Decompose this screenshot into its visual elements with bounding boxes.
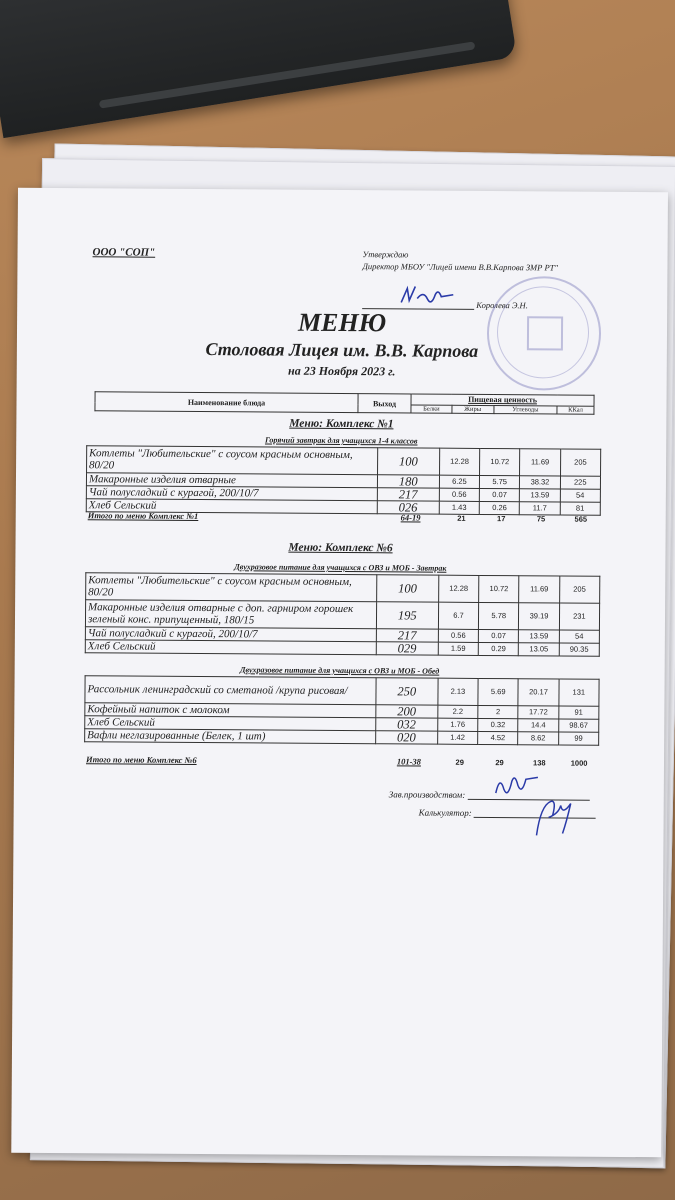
protein: 0.56 bbox=[438, 629, 478, 642]
fat: 5.75 bbox=[480, 475, 520, 488]
dish-name: Хлеб Сельский bbox=[86, 499, 377, 514]
total-label: Итого по меню Комплекс №1 bbox=[87, 510, 199, 521]
table-row bbox=[86, 573, 600, 604]
total-fat: 29 bbox=[495, 757, 504, 767]
kcal: 81 bbox=[560, 502, 600, 515]
kcal: 205 bbox=[560, 449, 601, 476]
carbs: 13.05 bbox=[519, 643, 559, 656]
protein: 1.42 bbox=[437, 731, 477, 744]
table-row bbox=[85, 600, 599, 631]
page-title: МЕНЮ bbox=[297, 307, 387, 338]
carbs: 13.59 bbox=[520, 489, 560, 502]
menu-date: на 23 Ноября 2023 г. bbox=[288, 363, 396, 379]
fat: 10.72 bbox=[479, 575, 519, 602]
total-kcal: 1000 bbox=[570, 758, 588, 768]
dish-name: Чай полусладкий с курагой, 200/10/7 bbox=[86, 486, 377, 501]
dish-output: 100 bbox=[377, 448, 439, 475]
protein: 1.59 bbox=[438, 642, 478, 655]
table-row bbox=[85, 640, 599, 657]
kcal: 225 bbox=[560, 476, 600, 489]
complex1-title: Меню: Комплекс №1 bbox=[289, 417, 394, 431]
approval-block bbox=[362, 248, 592, 274]
dish-output: 029 bbox=[376, 642, 438, 655]
dish-output: 200 bbox=[376, 705, 438, 718]
table-row bbox=[85, 729, 599, 746]
fat: 5.69 bbox=[478, 678, 518, 705]
dish-name: Вафли неглазированные (Белек, 1 шт) bbox=[85, 729, 376, 744]
header-col: Углеводы bbox=[494, 405, 558, 414]
carbs: 11.69 bbox=[519, 576, 559, 603]
dish-name: Хлеб Сельский bbox=[85, 640, 376, 655]
kcal: 205 bbox=[559, 576, 600, 603]
dish-name: Чай полусладкий с курагой, 200/10/7 bbox=[85, 627, 376, 642]
protein: 1.43 bbox=[439, 501, 479, 514]
header-dish: Наименование блюда bbox=[95, 392, 358, 413]
carbs: 38.32 bbox=[520, 476, 560, 489]
dish-output: 217 bbox=[377, 488, 439, 501]
org-name: ООО "СОП" bbox=[92, 246, 156, 259]
kcal: 90.35 bbox=[559, 643, 599, 656]
carbs: 13.59 bbox=[519, 630, 559, 643]
calculator-signature bbox=[528, 789, 578, 839]
dish-output: 020 bbox=[375, 731, 437, 744]
header-col: ККал bbox=[557, 406, 594, 415]
kcal: 231 bbox=[559, 603, 600, 630]
fat: 5.78 bbox=[479, 602, 519, 629]
laptop bbox=[0, 0, 517, 138]
kcal: 99 bbox=[558, 732, 598, 745]
fat: 0.29 bbox=[478, 642, 518, 655]
carbs: 11.69 bbox=[520, 449, 560, 476]
dish-output: 195 bbox=[376, 602, 438, 629]
complex6-title: Меню: Комплекс №6 bbox=[288, 541, 393, 555]
fat: 2 bbox=[478, 705, 518, 718]
director-signature bbox=[397, 282, 457, 308]
header-col: Жиры bbox=[452, 405, 494, 414]
dish-output: 032 bbox=[375, 718, 437, 731]
protein: 12.28 bbox=[438, 575, 478, 602]
total-carbs: 138 bbox=[533, 757, 546, 767]
dish-name: Хлеб Сельский bbox=[85, 716, 376, 731]
total-protein: 29 bbox=[455, 757, 464, 767]
total-output: 101-38 bbox=[396, 756, 421, 767]
fat: 10.72 bbox=[480, 448, 520, 475]
production-label: Зав.производством: bbox=[388, 789, 466, 800]
carbs: 17.72 bbox=[518, 706, 558, 719]
kcal: 98.67 bbox=[558, 719, 598, 732]
approve-label: Утверждаю bbox=[362, 249, 409, 260]
dish-name: Котлеты "Любительские" с соусом красным основным, 80/20 bbox=[86, 573, 377, 602]
dish-name: Макаронные изделия отварные с доп. гарниром горошек зеленый конс. припущенный, 180/15 bbox=[85, 600, 376, 629]
complex6-total bbox=[84, 754, 599, 768]
dish-name: Кофейный напиток с молоком bbox=[85, 703, 376, 718]
dish-output: 217 bbox=[376, 629, 438, 642]
total-label: Итого по меню Комплекс №6 bbox=[85, 754, 197, 765]
fat: 0.07 bbox=[478, 629, 518, 642]
dish-name: Котлеты "Любительские" с соусом красным основным, 80/20 bbox=[87, 446, 378, 475]
complex1-meal-title: Горячий завтрак для учащихся 1-4 классов bbox=[264, 435, 418, 446]
protein: 12.28 bbox=[439, 448, 479, 475]
complex6-breakfast-table bbox=[85, 572, 601, 657]
protein: 2.13 bbox=[438, 678, 478, 705]
protein: 6.25 bbox=[439, 475, 479, 488]
header-output: Выход bbox=[358, 394, 411, 413]
total-carbs: 75 bbox=[536, 513, 546, 523]
fat: 0.26 bbox=[479, 501, 519, 514]
carbs: 11.7 bbox=[520, 502, 560, 515]
dish-output: 100 bbox=[376, 575, 438, 602]
menu-sheet bbox=[11, 188, 668, 1158]
total-protein: 21 bbox=[457, 513, 466, 523]
dish-output: 180 bbox=[377, 475, 439, 488]
protein: 2.2 bbox=[438, 705, 478, 718]
table-row bbox=[87, 446, 601, 477]
dish-name: Макаронные изделия отварные bbox=[86, 473, 377, 488]
dish-output: 250 bbox=[376, 678, 438, 705]
complex6-breakfast-title: Двухразовое питание для учащихся с ОВЗ и МОБ - Завтрак bbox=[234, 562, 447, 573]
fat: 0.07 bbox=[479, 488, 519, 501]
kcal: 91 bbox=[558, 706, 598, 719]
protein: 6.7 bbox=[438, 602, 478, 629]
header-nutrition: Пищевая ценность bbox=[411, 394, 594, 406]
carbs: 8.62 bbox=[518, 732, 558, 745]
protein: 1.76 bbox=[438, 718, 478, 731]
dish-output: 026 bbox=[377, 501, 439, 514]
page-subtitle: Столовая Лицея им. В.В. Карпова bbox=[205, 339, 479, 361]
header-col: Белки bbox=[411, 405, 452, 414]
table-header bbox=[94, 391, 594, 414]
carbs: 20.17 bbox=[518, 679, 558, 706]
carbs: 14.4 bbox=[518, 719, 558, 732]
total-fat: 17 bbox=[497, 513, 506, 523]
approver-name: Королева Э.Н. bbox=[476, 299, 528, 311]
approve-text: Директор МБОУ "Лицей имени В.В.Карпова ЗМР РТ" bbox=[362, 261, 558, 273]
complex6-lunch-title: Двухразовое питание для учащихся с ОВЗ и МОБ - Обед bbox=[239, 665, 440, 676]
kcal: 131 bbox=[559, 679, 600, 706]
fat: 0.32 bbox=[478, 718, 518, 731]
kcal: 54 bbox=[560, 489, 600, 502]
dish-name: Рассольник ленинградский со сметаной /крупа рисовая/ bbox=[85, 676, 376, 705]
table-row bbox=[85, 676, 599, 707]
calculator-label: Калькулятор: bbox=[418, 807, 472, 818]
total-output: 64-19 bbox=[400, 512, 421, 523]
protein: 0.56 bbox=[439, 488, 479, 501]
complex1-table bbox=[86, 445, 601, 516]
carbs: 39.19 bbox=[519, 603, 559, 630]
total-kcal: 565 bbox=[574, 514, 588, 524]
fat: 4.52 bbox=[478, 731, 518, 744]
kcal: 54 bbox=[559, 630, 599, 643]
complex6-lunch-table bbox=[84, 675, 599, 746]
